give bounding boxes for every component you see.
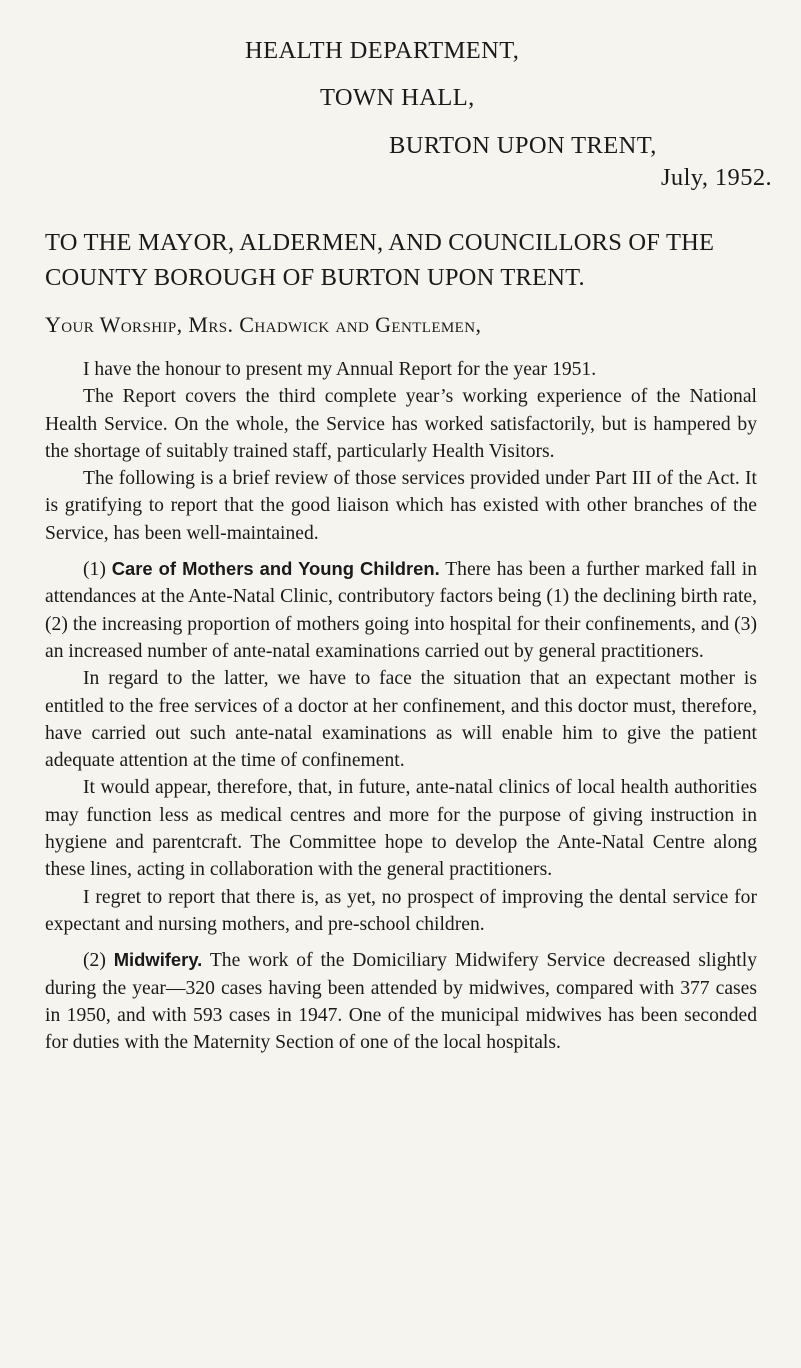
paragraph-review: The following is a brief review of those services provided under Part III of the Act. It is gratifying to report that the good liaison which has existed with other branches of the Service, has been well-maintained. [45, 468, 757, 544]
address-town: BURTON UPON TRENT, [389, 132, 657, 159]
paragraph-midwifery [45, 946, 757, 1056]
section-heading-midwifery: Midwifery. [113, 949, 203, 971]
letter-date: July, 1952. [661, 164, 773, 191]
paragraph-mothers-children [45, 555, 757, 665]
salutation: TO THE MAYOR, ALDERMEN, AND COUNCILLORS OF THE COUNTY BOROUGH OF BURTON UPON TRENT. [45, 229, 715, 291]
paragraph-intro: I have the honour to present my Annual Report for the year 1951. [83, 359, 597, 380]
paragraph-text: The work of the Domiciliary Midwifery Service decreased slightly during the year—320 cases having been attended by midwives, compared with 377 cases in 1950, and with 593 cases in 1947. One of the municipal midwives has been seconded for duties with the Maternity Section of one of the local hospitals. [45, 950, 757, 1054]
paragraph-text: There has been a further marked fall in attendances at the Ante-Natal Clinic, contributory factors being (1) the declining birth rate, (2) the increasing proportion of mothers going into hospital for their confinements, and (3) an increased number of ante-natal examinations carried out by general practitioners. [45, 559, 758, 662]
report-body [45, 356, 757, 1056]
greeting [45, 312, 481, 338]
section-number: (2) [83, 950, 106, 972]
paragraph-future-clinics: It would appear, therefore, that, in future, ante-natal clinics of local health authorities may function less as medical centres and more for the purpose of giving instruction in hygiene and parentcraft. The Committee hope to develop the Ante-Natal Centre along these lines, acting in collaboration with the general practitioners. [45, 777, 757, 881]
greeting-text: Your Worship, Mrs. Chadwick and Gentlemen, [45, 312, 482, 337]
address-department: HEALTH DEPARTMENT, [245, 37, 520, 64]
paragraph-report-overview: The Report covers the third complete year’s working experience of the National Health Service. On the whole, the Service has worked satisfactorily, but is hampered by the shortage of suitably trained staff, particularly Health Visitors. [45, 386, 757, 462]
paragraph-dental: I regret to report that there is, as yet, no prospect of improving the dental service for expectant and nursing mothers, and pre-school children. [45, 886, 757, 935]
paragraph-latter: In regard to the latter, we have to face the situation that an expectant mother is entitled to the free services of a doctor at her confinement, and this doctor must, therefore, have carried out such ante-natal examinations as will enable him to give the patient adequate attention at the time of confinement. [45, 668, 757, 772]
address-building: TOWN HALL, [320, 84, 475, 111]
section-heading-mothers-children: Care of Mothers and Young Children. [111, 558, 440, 580]
section-number: (1) [83, 559, 106, 581]
